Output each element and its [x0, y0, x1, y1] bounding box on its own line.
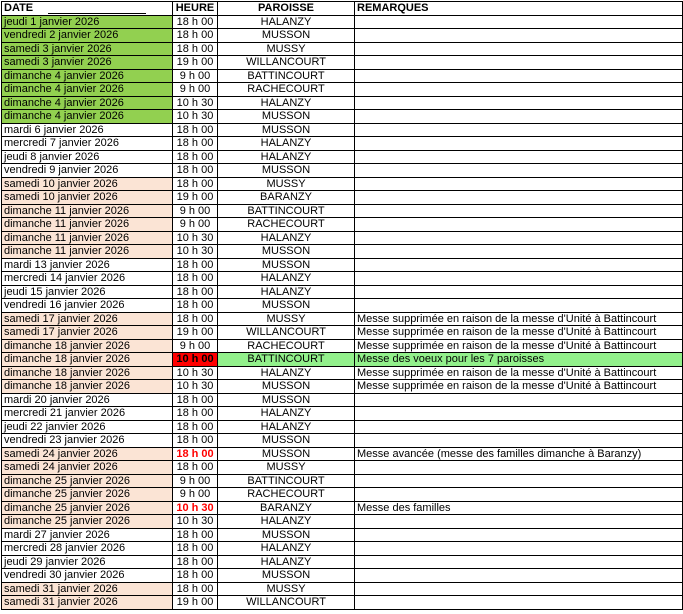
- date-cell: samedi 17 janvier 2026: [2, 312, 173, 326]
- table-row: [2, 488, 683, 502]
- remarque-cell: [355, 164, 683, 178]
- table-row: [2, 461, 683, 475]
- table-row: [2, 150, 683, 164]
- table-row: [2, 380, 683, 394]
- date-cell: dimanche 25 janvier 2026: [2, 488, 173, 502]
- schedule-body: [2, 15, 683, 609]
- table-row: [2, 164, 683, 178]
- heure-cell: 18 h 00: [173, 123, 218, 137]
- remarque-cell: [355, 123, 683, 137]
- remarque-cell: [355, 528, 683, 542]
- heure-cell: 9 h 00: [173, 474, 218, 488]
- header-paroisse: PAROISSE: [218, 2, 355, 16]
- heure-cell: 9 h 00: [173, 339, 218, 353]
- paroisse-cell: BATTINCOURT: [218, 474, 355, 488]
- table-row: [2, 258, 683, 272]
- heure-cell: 10 h 30: [173, 380, 218, 394]
- date-cell: vendredi 2 janvier 2026: [2, 29, 173, 43]
- date-cell: jeudi 15 janvier 2026: [2, 285, 173, 299]
- table-row: [2, 177, 683, 191]
- remarque-cell: [355, 56, 683, 70]
- date-cell: dimanche 11 janvier 2026: [2, 204, 173, 218]
- heure-cell: 10 h 30: [173, 231, 218, 245]
- paroisse-cell: BATTINCOURT: [218, 353, 355, 367]
- paroisse-cell: MUSSON: [218, 164, 355, 178]
- table-row: [2, 42, 683, 56]
- paroisse-cell: HALANZY: [218, 137, 355, 151]
- table-row: [2, 569, 683, 583]
- heure-cell: 18 h 00: [173, 569, 218, 583]
- remarque-cell: [355, 83, 683, 97]
- date-cell: mardi 6 janvier 2026: [2, 123, 173, 137]
- date-cell: samedi 31 janvier 2026: [2, 596, 173, 610]
- date-cell: jeudi 1 janvier 2026: [2, 15, 173, 29]
- table-row: [2, 434, 683, 448]
- remarque-cell: Messe supprimée en raison de la messe d'Unité à Battincourt: [355, 366, 683, 380]
- heure-cell: 18 h 00: [173, 312, 218, 326]
- paroisse-cell: BATTINCOURT: [218, 69, 355, 83]
- paroisse-cell: RACHECOURT: [218, 339, 355, 353]
- paroisse-cell: HALANZY: [218, 231, 355, 245]
- date-cell: dimanche 4 janvier 2026: [2, 69, 173, 83]
- table-row: [2, 326, 683, 340]
- date-cell: dimanche 25 janvier 2026: [2, 515, 173, 529]
- remarque-cell: [355, 137, 683, 151]
- date-cell: mardi 13 janvier 2026: [2, 258, 173, 272]
- remarque-cell: [355, 245, 683, 259]
- remarque-cell: [355, 204, 683, 218]
- date-cell: dimanche 4 janvier 2026: [2, 96, 173, 110]
- paroisse-cell: HALANZY: [218, 96, 355, 110]
- remarque-cell: [355, 96, 683, 110]
- date-cell: dimanche 18 janvier 2026: [2, 339, 173, 353]
- schedule-table: [1, 1, 683, 610]
- remarque-cell: Messe des voeux pour les 7 paroisses: [355, 353, 683, 367]
- table-row: [2, 299, 683, 313]
- date-cell: dimanche 18 janvier 2026: [2, 353, 173, 367]
- paroisse-cell: RACHECOURT: [218, 488, 355, 502]
- paroisse-cell: WILLANCOURT: [218, 596, 355, 610]
- heure-cell: 18 h 00: [173, 137, 218, 151]
- date-cell: dimanche 11 janvier 2026: [2, 245, 173, 259]
- paroisse-cell: MUSSON: [218, 123, 355, 137]
- date-cell: mercredi 28 janvier 2026: [2, 542, 173, 556]
- paroisse-cell: MUSSON: [218, 447, 355, 461]
- remarque-cell: Messe avancée (messe des familles dimanche à Baranzy): [355, 447, 683, 461]
- remarque-cell: [355, 272, 683, 286]
- date-cell: samedi 3 janvier 2026: [2, 42, 173, 56]
- heure-cell: 18 h 00: [173, 582, 218, 596]
- table-row: [2, 542, 683, 556]
- date-cell: samedi 24 janvier 2026: [2, 447, 173, 461]
- remarque-cell: [355, 474, 683, 488]
- date-cell: dimanche 4 janvier 2026: [2, 110, 173, 124]
- paroisse-cell: MUSSY: [218, 177, 355, 191]
- heure-cell: 9 h 00: [173, 488, 218, 502]
- remarque-cell: [355, 258, 683, 272]
- remarque-cell: [355, 69, 683, 83]
- paroisse-cell: BARANZY: [218, 501, 355, 515]
- date-cell: jeudi 8 janvier 2026: [2, 150, 173, 164]
- table-row: [2, 407, 683, 421]
- remarque-cell: [355, 434, 683, 448]
- date-cell: jeudi 22 janvier 2026: [2, 420, 173, 434]
- table-row: [2, 123, 683, 137]
- heure-cell: 18 h 00: [173, 272, 218, 286]
- paroisse-cell: MUSSY: [218, 42, 355, 56]
- table-row: [2, 582, 683, 596]
- date-cell: mercredi 21 janvier 2026: [2, 407, 173, 421]
- heure-cell: 10 h 30: [173, 110, 218, 124]
- paroisse-cell: HALANZY: [218, 366, 355, 380]
- remarque-cell: [355, 488, 683, 502]
- table-row: [2, 447, 683, 461]
- heure-cell: 18 h 00: [173, 407, 218, 421]
- header-row: [2, 2, 683, 16]
- heure-cell: 18 h 00: [173, 177, 218, 191]
- heure-cell: 18 h 00: [173, 164, 218, 178]
- remarque-cell: [355, 542, 683, 556]
- remarque-cell: [355, 596, 683, 610]
- table-row: [2, 420, 683, 434]
- table-row: [2, 528, 683, 542]
- paroisse-cell: MUSSY: [218, 582, 355, 596]
- table-row: [2, 15, 683, 29]
- remarque-cell: [355, 191, 683, 205]
- date-cell: jeudi 29 janvier 2026: [2, 555, 173, 569]
- paroisse-cell: HALANZY: [218, 150, 355, 164]
- remarque-cell: [355, 231, 683, 245]
- heure-cell: 18 h 00: [173, 42, 218, 56]
- remarque-cell: [355, 569, 683, 583]
- paroisse-cell: HALANZY: [218, 272, 355, 286]
- heure-cell: 18 h 00: [173, 528, 218, 542]
- date-cell: samedi 10 janvier 2026: [2, 177, 173, 191]
- date-cell: mercredi 7 janvier 2026: [2, 137, 173, 151]
- table-row: [2, 312, 683, 326]
- remarque-cell: [355, 110, 683, 124]
- table-row: [2, 353, 683, 367]
- date-cell: vendredi 30 janvier 2026: [2, 569, 173, 583]
- paroisse-cell: MUSSY: [218, 461, 355, 475]
- heure-cell: 19 h 00: [173, 56, 218, 70]
- heure-cell: 18 h 00: [173, 15, 218, 29]
- remarque-cell: [355, 420, 683, 434]
- remarque-cell: [355, 555, 683, 569]
- remarque-cell: [355, 15, 683, 29]
- heure-cell: 9 h 00: [173, 204, 218, 218]
- table-row: [2, 339, 683, 353]
- table-row: [2, 501, 683, 515]
- table-row: [2, 474, 683, 488]
- date-cell: vendredi 9 janvier 2026: [2, 164, 173, 178]
- date-cell: dimanche 11 janvier 2026: [2, 231, 173, 245]
- paroisse-cell: MUSSON: [218, 110, 355, 124]
- heure-cell: 18 h 00: [173, 299, 218, 313]
- heure-cell: 18 h 00: [173, 542, 218, 556]
- header-remarques: REMARQUES: [355, 2, 683, 16]
- header-date: DATE: [2, 2, 173, 16]
- remarque-cell: Messe supprimée en raison de la messe d'Unité à Battincourt: [355, 339, 683, 353]
- heure-cell: 19 h 00: [173, 596, 218, 610]
- table-row: [2, 231, 683, 245]
- table-row: [2, 96, 683, 110]
- remarque-cell: [355, 582, 683, 596]
- date-cell: dimanche 25 janvier 2026: [2, 501, 173, 515]
- heure-cell: 10 h 30: [173, 366, 218, 380]
- heure-cell: 19 h 00: [173, 191, 218, 205]
- date-cell: samedi 24 janvier 2026: [2, 461, 173, 475]
- heure-cell: 18 h 00: [173, 461, 218, 475]
- date-cell: mercredi 14 janvier 2026: [2, 272, 173, 286]
- table-row: [2, 204, 683, 218]
- table-row: [2, 245, 683, 259]
- paroisse-cell: MUSSON: [218, 528, 355, 542]
- heure-cell: 10 h 30: [173, 96, 218, 110]
- header-heure: HEURE: [173, 2, 218, 16]
- paroisse-cell: MUSSON: [218, 299, 355, 313]
- heure-cell: 18 h 00: [173, 285, 218, 299]
- paroisse-cell: HALANZY: [218, 555, 355, 569]
- paroisse-cell: RACHECOURT: [218, 83, 355, 97]
- table-row: [2, 56, 683, 70]
- date-cell: dimanche 25 janvier 2026: [2, 474, 173, 488]
- paroisse-cell: HALANZY: [218, 407, 355, 421]
- remarque-cell: [355, 42, 683, 56]
- heure-cell: 18 h 00: [173, 393, 218, 407]
- table-row: [2, 191, 683, 205]
- heure-cell: 9 h 00: [173, 83, 218, 97]
- date-cell: vendredi 23 janvier 2026: [2, 434, 173, 448]
- paroisse-cell: HALANZY: [218, 420, 355, 434]
- date-cell: samedi 31 janvier 2026: [2, 582, 173, 596]
- table-row: [2, 555, 683, 569]
- date-cell: mardi 20 janvier 2026: [2, 393, 173, 407]
- heure-cell: 10 h 00: [173, 353, 218, 367]
- heure-cell: 10 h 30: [173, 501, 218, 515]
- remarque-cell: [355, 299, 683, 313]
- remarque-cell: [355, 177, 683, 191]
- paroisse-cell: WILLANCOURT: [218, 56, 355, 70]
- paroisse-cell: WILLANCOURT: [218, 326, 355, 340]
- table-row: [2, 137, 683, 151]
- paroisse-cell: BATTINCOURT: [218, 204, 355, 218]
- date-cell: samedi 17 janvier 2026: [2, 326, 173, 340]
- remarque-cell: Messe supprimée en raison de la messe d'Unité à Battincourt: [355, 326, 683, 340]
- table-row: [2, 218, 683, 232]
- heure-cell: 18 h 00: [173, 420, 218, 434]
- remarque-cell: [355, 29, 683, 43]
- date-cell: samedi 3 janvier 2026: [2, 56, 173, 70]
- paroisse-cell: MUSSON: [218, 380, 355, 394]
- heure-cell: 18 h 00: [173, 555, 218, 569]
- remarque-cell: [355, 393, 683, 407]
- date-cell: dimanche 18 janvier 2026: [2, 380, 173, 394]
- paroisse-cell: MUSSON: [218, 258, 355, 272]
- heure-cell: 10 h 30: [173, 245, 218, 259]
- date-cell: dimanche 4 janvier 2026: [2, 83, 173, 97]
- date-cell: vendredi 16 janvier 2026: [2, 299, 173, 313]
- table-row: [2, 69, 683, 83]
- paroisse-cell: MUSSON: [218, 569, 355, 583]
- remarque-cell: Messe supprimée en raison de la messe d'Unité à Battincourt: [355, 380, 683, 394]
- heure-cell: 18 h 00: [173, 150, 218, 164]
- table-row: [2, 29, 683, 43]
- heure-cell: 18 h 00: [173, 29, 218, 43]
- table-row: [2, 393, 683, 407]
- table-row: [2, 596, 683, 610]
- heure-cell: 10 h 30: [173, 515, 218, 529]
- date-cell: dimanche 11 janvier 2026: [2, 218, 173, 232]
- remarque-cell: [355, 407, 683, 421]
- table-row: [2, 285, 683, 299]
- heure-cell: 18 h 00: [173, 447, 218, 461]
- remarque-cell: [355, 515, 683, 529]
- paroisse-cell: HALANZY: [218, 285, 355, 299]
- paroisse-cell: RACHECOURT: [218, 218, 355, 232]
- remarque-cell: Messe des familles: [355, 501, 683, 515]
- heure-cell: 18 h 00: [173, 258, 218, 272]
- paroisse-cell: MUSSON: [218, 245, 355, 259]
- date-cell: dimanche 18 janvier 2026: [2, 366, 173, 380]
- paroisse-cell: MUSSON: [218, 393, 355, 407]
- table-row: [2, 110, 683, 124]
- table-row: [2, 272, 683, 286]
- remarque-cell: [355, 461, 683, 475]
- heure-cell: 9 h 00: [173, 218, 218, 232]
- date-cell: mardi 27 janvier 2026: [2, 528, 173, 542]
- remarque-cell: Messe supprimée en raison de la messe d'Unité à Battincourt: [355, 312, 683, 326]
- paroisse-cell: HALANZY: [218, 15, 355, 29]
- remarque-cell: [355, 218, 683, 232]
- paroisse-cell: MUSSY: [218, 312, 355, 326]
- table-row: [2, 366, 683, 380]
- paroisse-cell: MUSSON: [218, 434, 355, 448]
- paroisse-cell: MUSSON: [218, 29, 355, 43]
- table-row: [2, 83, 683, 97]
- heure-cell: 18 h 00: [173, 434, 218, 448]
- remarque-cell: [355, 150, 683, 164]
- paroisse-cell: HALANZY: [218, 542, 355, 556]
- heure-cell: 19 h 00: [173, 326, 218, 340]
- paroisse-cell: HALANZY: [218, 515, 355, 529]
- paroisse-cell: BARANZY: [218, 191, 355, 205]
- heure-cell: 9 h 00: [173, 69, 218, 83]
- date-cell: samedi 10 janvier 2026: [2, 191, 173, 205]
- remarque-cell: [355, 285, 683, 299]
- table-row: [2, 515, 683, 529]
